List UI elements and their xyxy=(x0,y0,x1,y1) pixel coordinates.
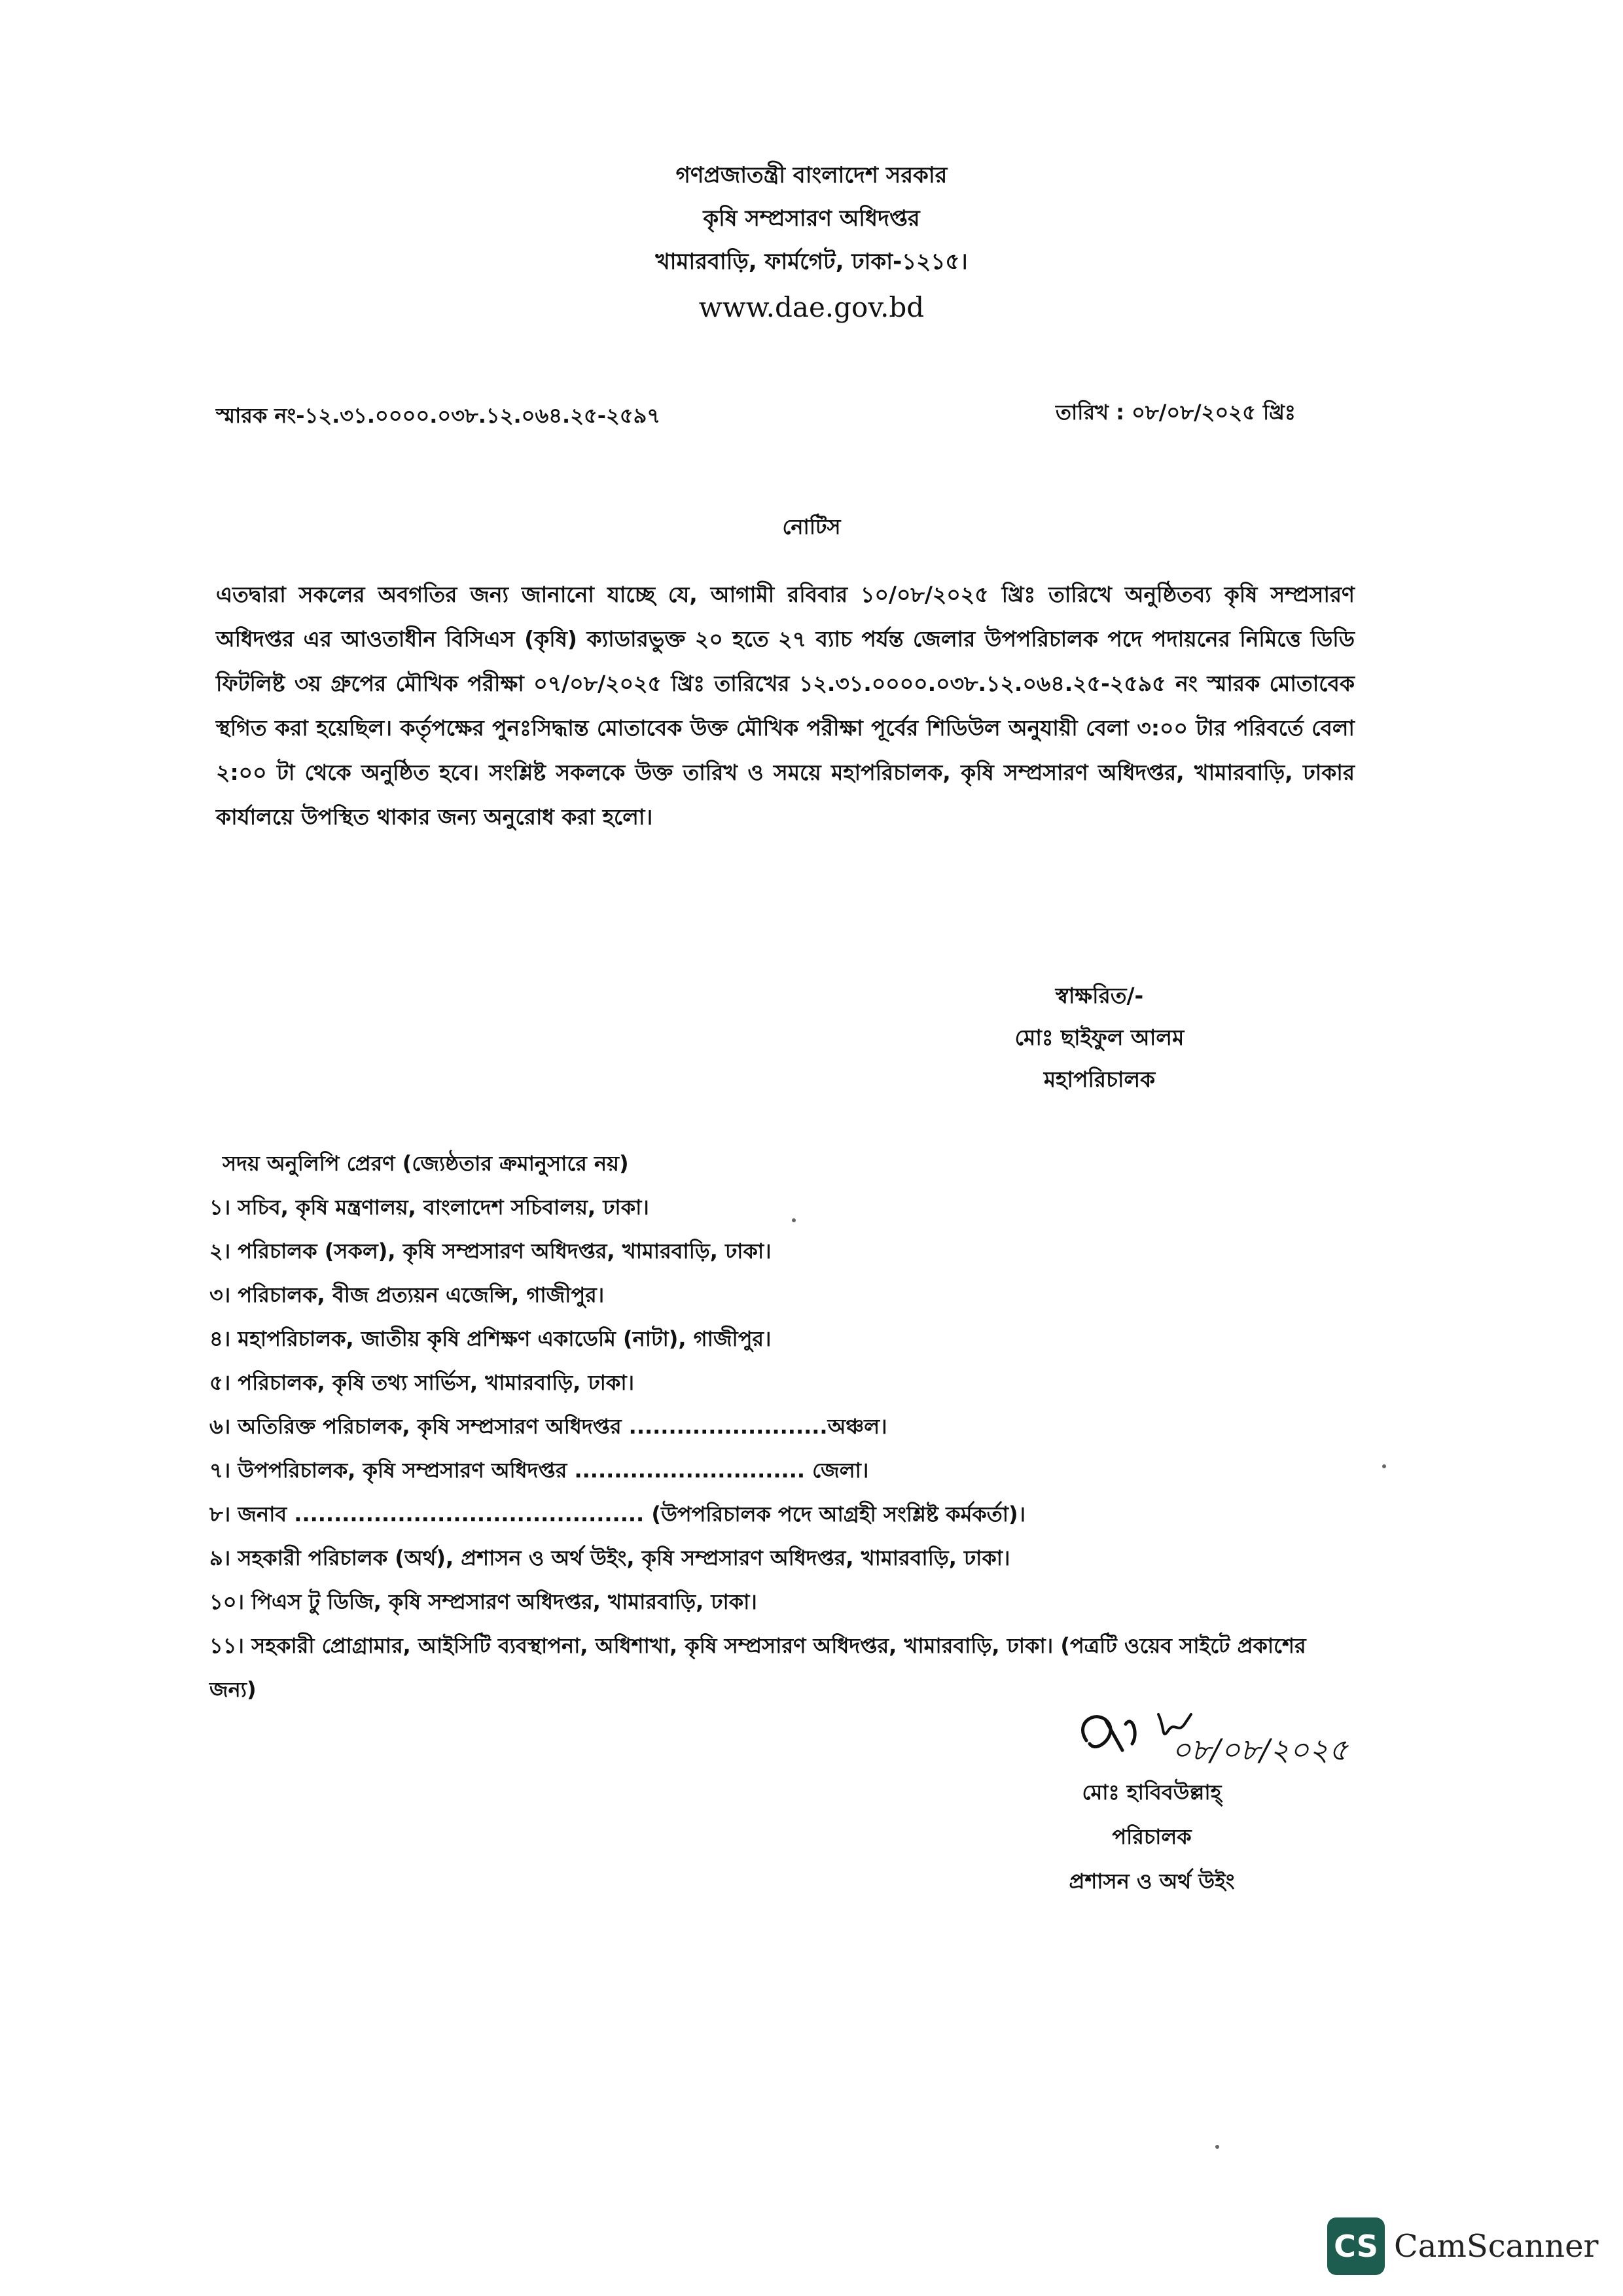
cc-item: ৩। পরিচালক, বীজ প্রত্যয়ন এজেন্সি, গাজীপুর। xyxy=(209,1282,605,1307)
cc-item: ১১। সহকারী প্রোগ্রামার, আইসিটি ব্যবস্থাপনা, অধিশাখা, কৃষি সম্প্রসারণ অধিদপ্তর, খামারবাড়ি, ঢাকা। (পত্রটি ওয়েব সাইটে প্রকাশের জন্য) xyxy=(209,1633,1306,1702)
handwritten-signature xyxy=(1060,1695,1400,1773)
camscanner-watermark xyxy=(1327,2217,1598,2276)
scan-speck xyxy=(792,1218,796,1222)
cc-item: ৬। অতিরিক্ত পরিচালক, কৃষি সম্প্রসারণ অধিদপ্তর .........................অঞ্চল। xyxy=(209,1414,887,1439)
scan-speck xyxy=(1382,1464,1386,1468)
memo-number: স্মারক নং-১২.৩১.০০০০.০৩৮.১২.০৬৪.২৫-২৫৯৭ xyxy=(216,403,661,428)
signatory-block-1 xyxy=(942,975,1257,1101)
cc-heading: সদয় অনুলিপি প্রেরণ (জ্যেষ্ঠতার ক্রমানুসারে নয়) xyxy=(223,1151,629,1176)
signatory-2-wing: প্রশাসন ও অর্থ উইং xyxy=(1069,1869,1235,1894)
cc-item: ৭। উপপরিচালক, কৃষি সম্প্রসারণ অধিদপ্তর ............................. জেলা। xyxy=(209,1458,869,1483)
camscanner-name: CamScanner xyxy=(1394,2228,1599,2265)
signed-mark: স্বাক্ষরিত/- xyxy=(1055,983,1144,1008)
signatory-2-name: মোঃ হাবিবউল্লাহ্ xyxy=(1082,1780,1222,1805)
copy-distribution-list xyxy=(209,1142,1322,1712)
signatory-block-2 xyxy=(1021,1770,1283,1903)
cc-item: ১০। পিএস টু ডিজি, কৃষি সম্প্রসারণ অধিদপ্তর, খামারবাড়ি, ঢাকা। xyxy=(209,1589,757,1614)
letterhead-website: www.dae.gov.bd xyxy=(698,291,925,323)
signatory-1-title: মহাপরিচালক xyxy=(1043,1067,1156,1092)
signatory-2-title: পরিচালক xyxy=(1112,1824,1192,1849)
cc-item: ৮। জনাব ............................................ (উপপরিচালক পদে আগ্রহী সংশ্লিষ্ট কর্মকর্তা)। xyxy=(209,1502,1026,1527)
cc-item: ৯। সহকারী পরিচালক (অর্থ), প্রশাসন ও অর্থ উইং, কৃষি সম্প্রসারণ অধিদপ্তর, খামারবাড়ি, ঢাকা। xyxy=(209,1545,1010,1570)
notice-body: এতদ্বারা সকলের অবগতির জন্য জানানো যাচ্ছে যে, আগামী রবিবার ১০/০৮/২০২৫ খ্রিঃ তারিখে অনুষ্ঠিতব্য কৃষি সম্প্রসারণ অধিদপ্তর এর আওতাধীন বিসিএস (কৃষি) ক্যাডারভুক্ত ২০ হতে ২৭ ব্যাচ পর্যন্ত জেলার উপপরিচালক পদে পদায়নের নিমিত্তে ডিডি ফিটলিষ্ট ৩য় গ্রুপের মৌখিক পরীক্ষা ০৭/০৮/২০২৫ খ্রিঃ তারিখের ১২.৩১.০০০০.০৩৮.১২.০৬৪.২৫-২৫৯৫ নং স্মারক মোতাবেক স্থগিত করা হয়েছিল। কর্তৃপক্ষের পুনঃসিদ্ধান্ত মোতাবেক উক্ত মৌখিক পরীক্ষা পূর্বের শিডিউল অনুযায়ী বেলা ৩:০০ টার পরিবর্তে বেলা ২:০০ টা থেকে অনুষ্ঠিত হবে। সংশ্লিষ্ট সকলকে উক্ত তারিখ ও সময়ে মহাপরিচালক, কৃষি সম্প্রসারণ অধিদপ্তর, খামারবাড়ি, ঢাকার কার্যালয়ে উপস্থিত থাকার জন্য অনুরোধ করা হলো। xyxy=(216,582,1355,830)
letterhead-address: খামারবাড়ি, ফার্মগেট, ঢাকা-১২১৫। xyxy=(655,249,968,275)
cc-item: ২। পরিচালক (সকল), কৃষি সম্প্রসারণ অধিদপ্তর, খামারবাড়ি, ঢাকা। xyxy=(209,1239,772,1263)
letterhead-department: কৃষি সম্প্রসারণ অধিদপ্তর xyxy=(703,205,920,232)
scan-speck xyxy=(1215,2145,1219,2149)
letterhead xyxy=(484,154,1139,329)
letterhead-government: গণপ্রজাতন্ত্রী বাংলাদেশ সরকার xyxy=(675,162,948,188)
cc-item: ১। সচিব, কৃষি মন্ত্রণালয়, বাংলাদেশ সচিবালয়, ঢাকা। xyxy=(209,1195,649,1220)
camscanner-logo-icon: CS xyxy=(1327,2217,1385,2275)
cc-item: ৪। মহাপরিচালক, জাতীয় কৃষি প্রশিক্ষণ একাডেমি (নাটা), গাজীপুর। xyxy=(209,1326,772,1351)
handwritten-date: ০৮/০৮/২০২৫ xyxy=(1171,1732,1349,1767)
document-date: তারিখ : ০৮/০৮/২০২৫ খ্রিঃ xyxy=(1056,400,1296,425)
notice-title: নোটিস xyxy=(782,514,841,539)
signatory-1-name: মোঃ ছাইফুল আলম xyxy=(1014,1025,1185,1050)
cc-item: ৫। পরিচালক, কৃষি তথ্য সার্ভিস, খামারবাড়ি, ঢাকা। xyxy=(209,1370,635,1395)
